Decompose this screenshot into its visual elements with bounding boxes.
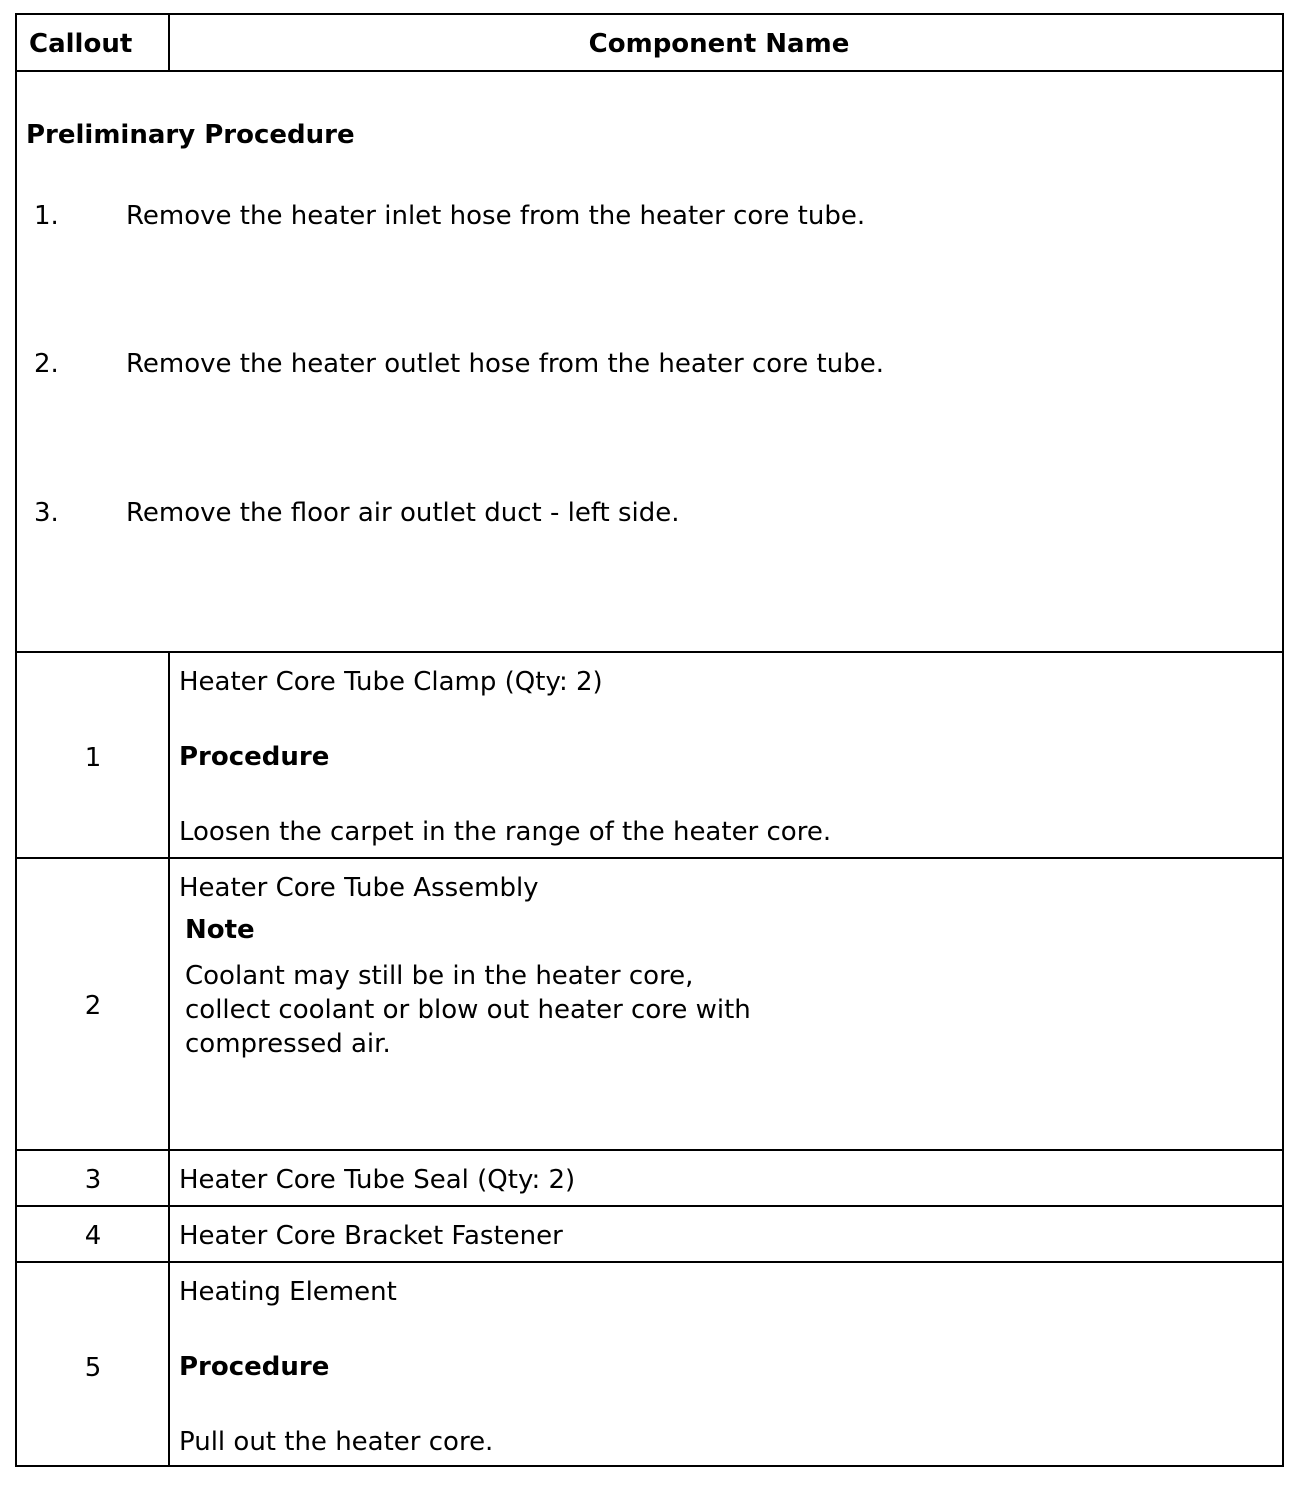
callout-number: 4 (84, 1221, 102, 1251)
callout-number: 5 (84, 1353, 102, 1383)
component-name: Heating Element (179, 1277, 397, 1307)
header-callout: Callout (29, 29, 133, 59)
component-name: Heater Core Tube Seal (Qty: 2) (179, 1165, 576, 1195)
header-divider (17, 70, 1282, 72)
procedure-text: Pull out the heater core. (179, 1427, 494, 1457)
row-divider (17, 651, 1282, 653)
row-divider (17, 1149, 1282, 1151)
procedure-label: Procedure (179, 742, 330, 772)
step-number: 1. (34, 201, 59, 231)
preliminary-title: Preliminary Procedure (26, 120, 355, 150)
note-text: compressed air. (185, 1029, 391, 1059)
row-divider (17, 1261, 1282, 1263)
note-text: collect coolant or blow out heater core with (185, 995, 751, 1025)
component-name: Heater Core Tube Assembly (179, 873, 539, 903)
row-divider (17, 857, 1282, 859)
procedure-table (15, 13, 1284, 1467)
callout-number: 3 (84, 1165, 102, 1195)
step-text: Remove the heater inlet hose from the heater core tube. (126, 201, 866, 231)
step-text: Remove the heater outlet hose from the heater core tube. (126, 349, 884, 379)
procedure-text: Loosen the carpet in the range of the heater core. (179, 817, 832, 847)
note-label: Note (185, 915, 255, 945)
row-divider (17, 1205, 1282, 1207)
step-number: 3. (34, 498, 59, 528)
step-text: Remove the floor air outlet duct - left side. (126, 498, 680, 528)
header-component-name: Component Name (588, 29, 850, 59)
callout-number: 1 (84, 743, 102, 773)
component-name: Heater Core Tube Clamp (Qty: 2) (179, 667, 603, 697)
procedure-label: Procedure (179, 1352, 330, 1382)
note-text: Coolant may still be in the heater core, (185, 961, 694, 991)
step-number: 2. (34, 349, 59, 379)
column-divider (168, 652, 170, 1467)
component-name: Heater Core Bracket Fastener (179, 1221, 563, 1251)
callout-number: 2 (84, 991, 102, 1021)
